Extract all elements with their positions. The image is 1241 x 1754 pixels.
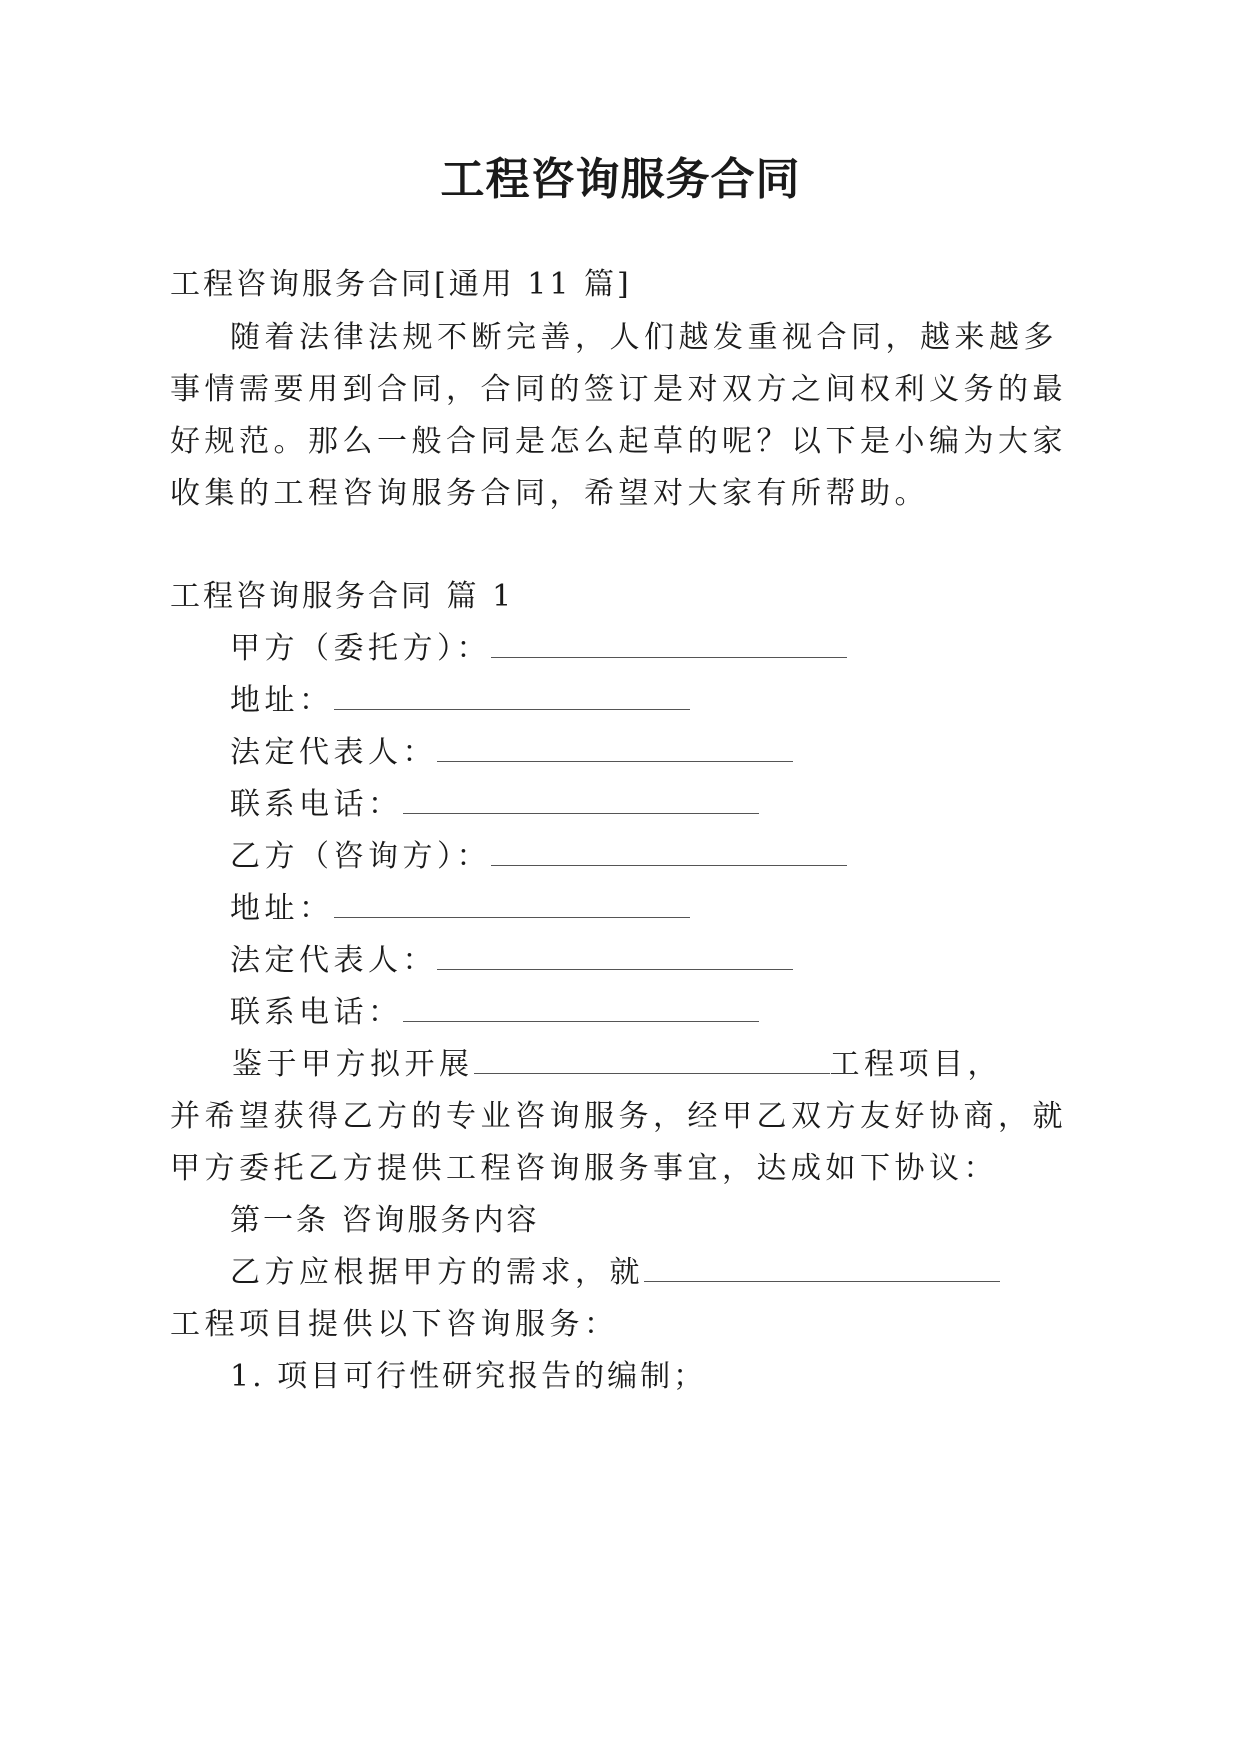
intro-line-3: 好规范。那么一般合同是怎么起草的呢？以下是小编为大家 <box>170 424 1067 459</box>
document-title: 工程咨询服务合同 <box>440 154 801 205</box>
party-b-name-row <box>230 837 847 877</box>
article-1-prefix: 乙方应根据甲方的需求，就 <box>230 1255 644 1290</box>
party-b-rep-label: 法定代表人： <box>230 943 437 978</box>
party-a-rep-label: 法定代表人： <box>230 735 437 770</box>
party-a-phone-row <box>230 785 759 825</box>
section-heading: 工程咨询服务合同 篇 1 <box>170 579 515 614</box>
party-a-address-blank <box>334 683 690 710</box>
article-1-item-1: 1. 项目可行性研究报告的编制； <box>230 1359 707 1394</box>
article-1-line-1 <box>230 1253 1000 1293</box>
preamble-prefix: 鉴于甲方拟开展 <box>232 1047 474 1082</box>
party-b-name-label: 乙方（咨询方）： <box>230 839 491 874</box>
party-a-address-row <box>230 681 690 721</box>
party-b-address-blank <box>334 891 690 918</box>
party-a-name-label: 甲方（委托方）： <box>230 631 491 666</box>
party-b-rep-row <box>230 941 793 981</box>
preamble-line-3: 甲方委托乙方提供工程咨询服务事宜，达成如下协议： <box>170 1151 998 1186</box>
party-a-name-blank <box>491 631 847 658</box>
party-b-phone-label: 联系电话： <box>230 995 403 1030</box>
preamble-line-1 <box>232 1045 1002 1085</box>
party-a-rep-blank <box>437 735 793 762</box>
article-1-project-blank <box>644 1255 1000 1282</box>
intro-line-2: 事情需要用到合同，合同的签订是对双方之间权利义务的最 <box>170 372 1067 407</box>
intro-line-1: 随着法律法规不断完善，人们越发重视合同，越来越多 <box>230 320 1058 355</box>
party-b-name-blank <box>491 839 847 866</box>
party-a-phone-label: 联系电话： <box>230 787 403 822</box>
document-subtitle: 工程咨询服务合同[通用 11 篇] <box>170 267 632 302</box>
party-a-name-row <box>230 629 847 669</box>
party-b-phone-blank <box>403 995 759 1022</box>
article-1-line-2: 工程项目提供以下咨询服务： <box>170 1307 619 1342</box>
party-b-rep-blank <box>437 943 793 970</box>
party-b-phone-row <box>230 993 759 1033</box>
party-a-rep-row <box>230 733 793 773</box>
party-b-address-row <box>230 889 690 929</box>
preamble-suffix: 工程项目， <box>829 1047 1002 1082</box>
project-name-blank <box>474 1047 830 1074</box>
party-a-phone-blank <box>403 787 759 814</box>
party-b-address-label: 地址： <box>230 891 334 926</box>
party-a-address-label: 地址： <box>230 683 334 718</box>
preamble-line-2: 并希望获得乙方的专业咨询服务，经甲乙双方友好协商，就 <box>170 1099 1067 1134</box>
intro-line-4: 收集的工程咨询服务合同，希望对大家有所帮助。 <box>170 476 929 511</box>
article-1-heading: 第一条 咨询服务内容 <box>230 1203 540 1238</box>
